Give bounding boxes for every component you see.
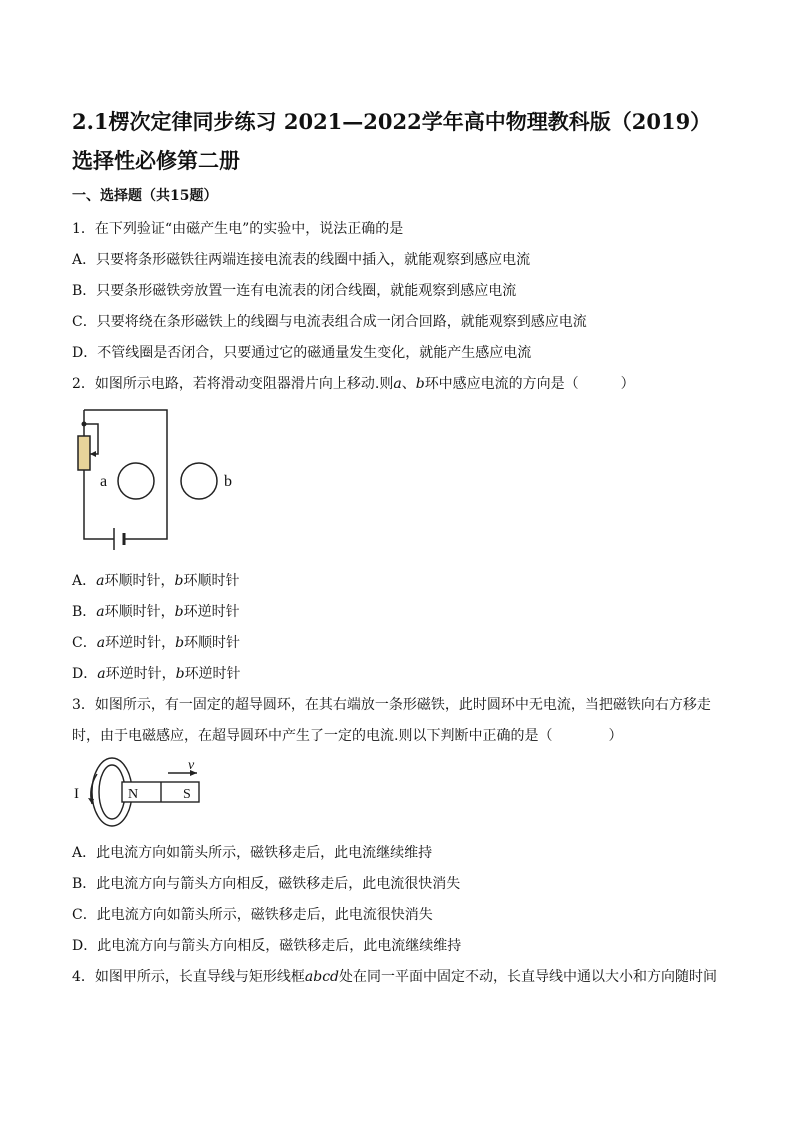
label-b: b	[224, 473, 232, 490]
rheostat	[78, 436, 90, 470]
slider-arrowhead	[90, 451, 96, 457]
var-abcd: abcd	[304, 969, 340, 985]
var-a: a	[393, 376, 402, 392]
q2-option-b: B．a环顺时针，b环逆时针	[72, 604, 240, 620]
q3-option-c: C．此电流方向如箭头所示，磁铁移走后，此电流很快消失	[72, 907, 433, 923]
q1-option-b: B．只要条形磁铁旁放置一连有电流表的闭合线圈，就能观察到感应电流	[72, 283, 517, 299]
label-N: N	[128, 787, 139, 802]
q2-stem: 2．如图所示电路，若将滑动变阻器滑片向上移动.则a、b环中感应电流的方向是（ ）	[72, 376, 635, 392]
q1-option-d: D．不管线圈是否闭合，只要通过它的磁通量发生变化，就能产生感应电流	[72, 345, 532, 361]
q1-stem: 1．在下列验证“由磁产生电”的实验中，说法正确的是	[72, 221, 404, 237]
label-v: v	[188, 758, 195, 773]
magnet-figure	[70, 756, 210, 832]
circuit-wire	[84, 410, 167, 539]
q1-option-a: A．只要将条形磁铁往两端连接电流表的线圈中插入，就能观察到感应电流	[72, 252, 531, 268]
circuit-wire-left	[84, 410, 114, 539]
q2-option-d: D．a环逆时针，b环逆时针	[72, 666, 241, 682]
label-S: S	[183, 787, 191, 802]
q3-stem: 3．如图所示，有一固定的超导圆环，在其右端放一条形磁铁，此时圆环中无电流，当把磁铁向右方移走时，由于电磁感应，在超导圆环中产生了一定的电流.则以下判断中正确的是（ ）	[72, 697, 711, 744]
slider-contact	[82, 422, 87, 427]
q3-option-d: D．此电流方向与箭头方向相反，磁铁移走后，此电流继续维持	[72, 938, 462, 954]
ring-inner	[99, 765, 125, 819]
var-b: b	[415, 376, 425, 392]
page-title: 2.1楞次定律同步练习 2021—2022学年高中物理教科版（2019）选择性必修第二册	[72, 109, 712, 173]
label-a: a	[100, 473, 108, 490]
q2-option-c: C．a环逆时针，b环顺时针	[72, 635, 241, 651]
q4-stem: 4．如图甲所示，长直导线与矩形线框abcd处在同一平面中固定不动，长直导线中通以大小和方向随时间	[72, 969, 718, 985]
q2-option-a: A．a环顺时针，b环顺时针	[72, 573, 240, 589]
circuit-figure	[70, 402, 250, 557]
q3-option-b: B．此电流方向与箭头方向相反，磁铁移走后，此电流很快消失	[72, 876, 461, 892]
ring-b	[181, 463, 217, 499]
q1-option-c: C．只要将绕在条形磁铁上的线圈与电流表组合成一闭合回路，就能观察到感应电流	[72, 314, 587, 330]
ring-a	[118, 463, 154, 499]
label-I: I	[74, 786, 79, 802]
section-heading: 一、选择题（共15题）	[72, 188, 218, 204]
q3-option-a: A．此电流方向如箭头所示，磁铁移走后，此电流继续维持	[72, 845, 433, 861]
